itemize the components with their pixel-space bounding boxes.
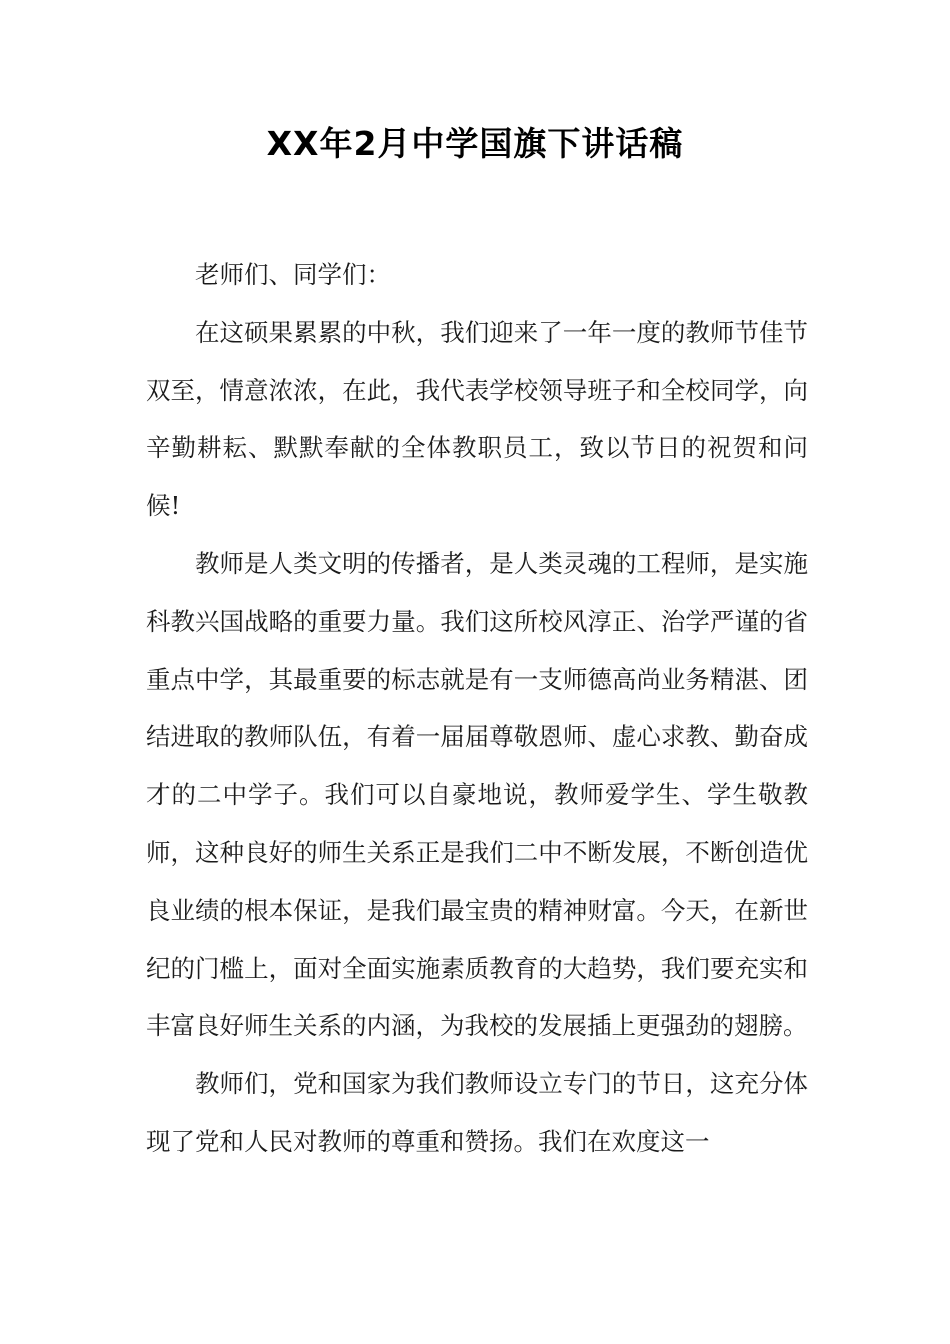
- document-body: [146, 246, 808, 1171]
- paragraph-2: 教师是人类文明的传播者，是人类灵魂的工程师，是实施科教兴国战略的重要力量。我们这所校风淳正、治学严谨的省重点中学，其最重要的标志就是有一支师德高尚业务精湛、团结进取的教师队伍，有着一届届尊敬恩师、虚心求教、勤奋成才的二中学子。我们可以自豪地说，教师爱学生、学生敬教师，这种良好的师生关系正是我们二中不断发展，不断创造优良业绩的根本保证，是我们最宝贵的精神财富。今天，在新世纪的门槛上，面对全面实施素质教育的大趋势，我们要充实和丰富良好师生关系的内涵，为我校的发展插上更强劲的翅膀。: [146, 548, 808, 1041]
- salutation: 老师们、同学们：: [195, 260, 391, 289]
- paragraph-3: 教师们，党和国家为我们教师设立专门的节日，这充分体现了党和人民对教师的尊重和赞扬。我们在欢度这一: [146, 1069, 808, 1156]
- paragraph-1: 在这硕果累累的中秋，我们迎来了一年一度的教师节佳节双至，情意浓浓，在此，我代表学校领导班子和全校同学，向辛勤耕耘、默默奉献的全体教职员工，致以节日的祝贺和问候!: [146, 317, 808, 521]
- document-title: XX年2月中学国旗下讲话稿: [266, 124, 684, 163]
